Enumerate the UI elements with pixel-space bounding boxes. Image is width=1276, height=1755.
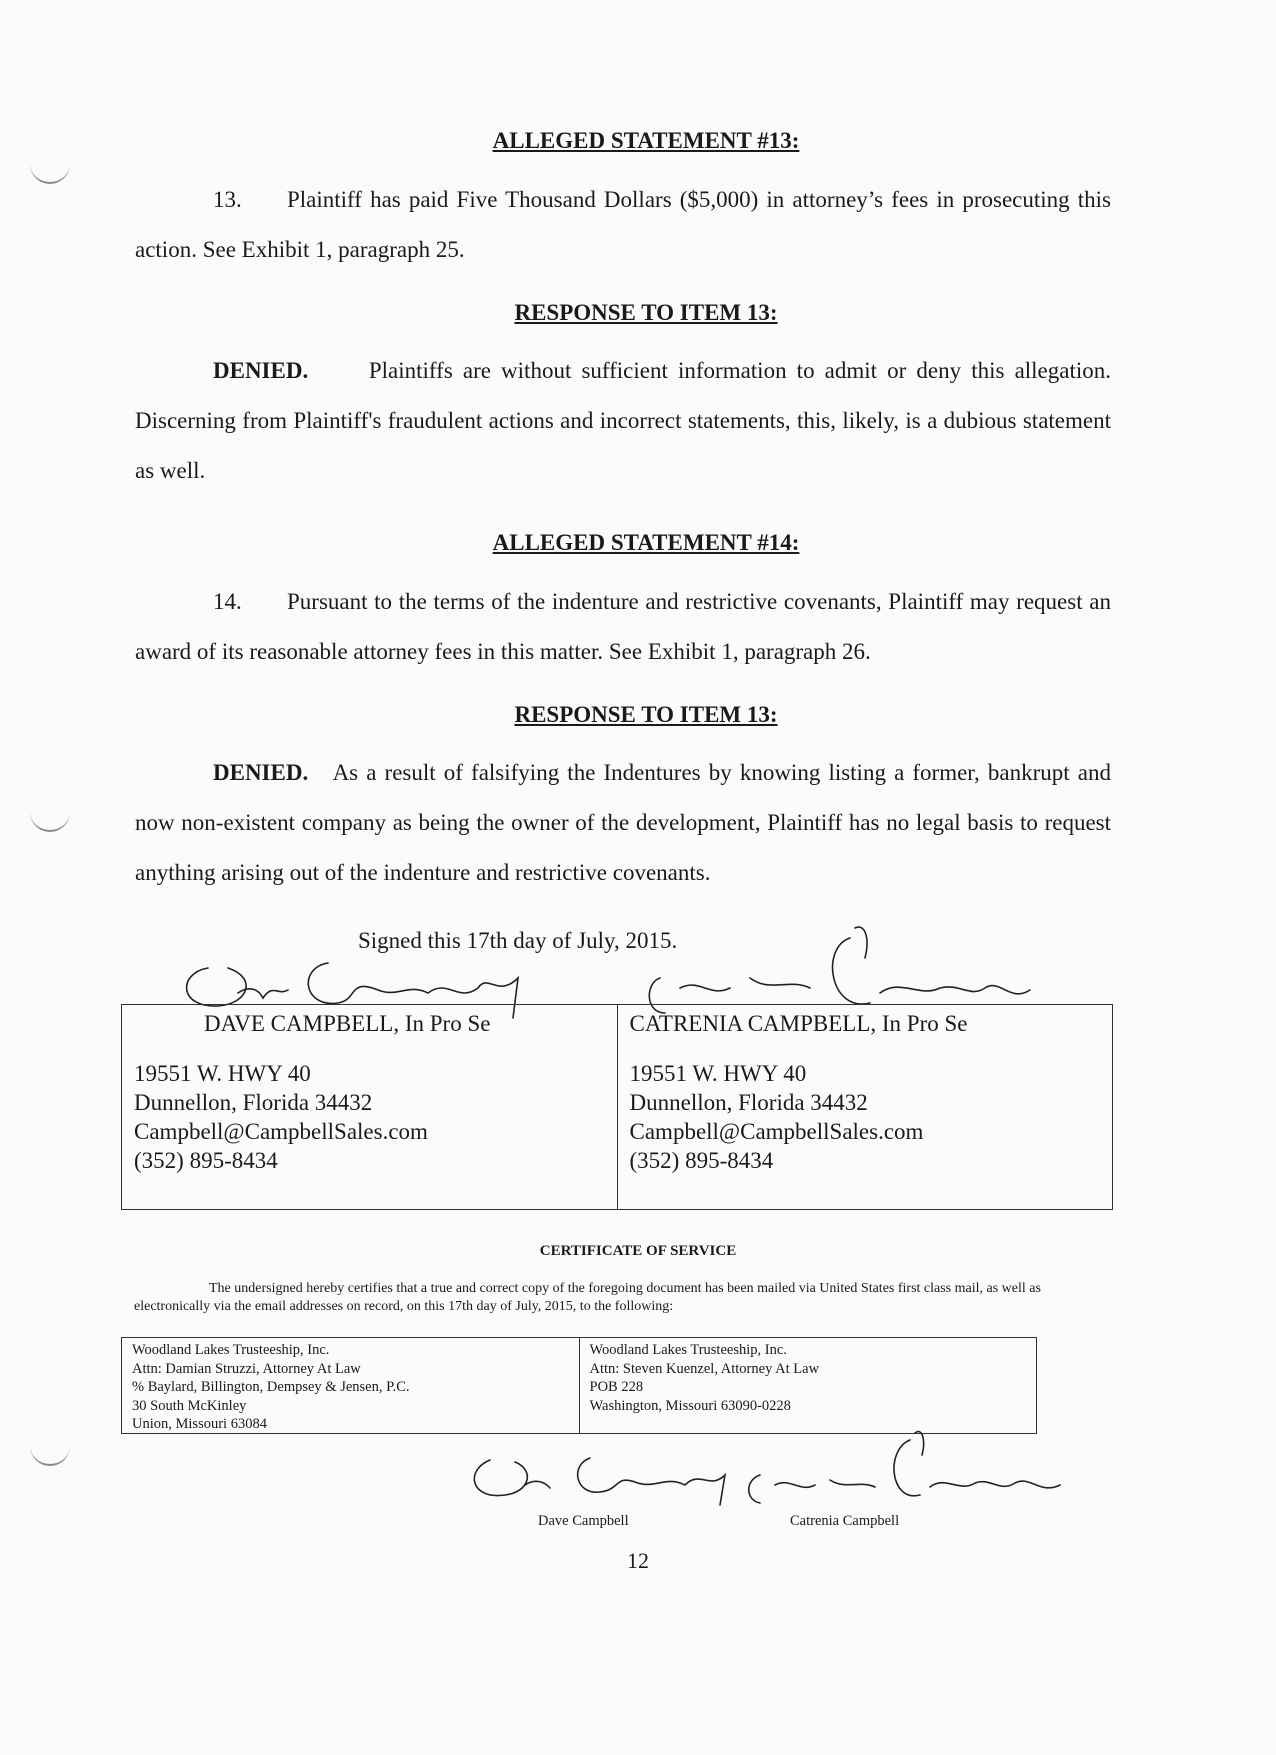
address-line: Dunnellon, Florida 34432 [629, 1090, 868, 1115]
response-lead: DENIED. [213, 760, 309, 785]
signatory-catrenia [617, 1005, 1113, 1209]
phone-text: (352) 895-8434 [629, 1148, 774, 1173]
recipient-line: 30 South McKinley [132, 1397, 247, 1414]
address-line: 19551 W. HWY 40 [134, 1061, 311, 1086]
paragraph-text: Plaintiffs are without sufficient information to admit or deny this allegation. Discerning from Plaintiff's fraudulent actions and incorrect statements, this, likely, is a dubious statement as well. [135, 358, 1112, 483]
binder-hole-mark [30, 1442, 70, 1466]
recipient-line: Union, Missouri 63084 [132, 1416, 267, 1432]
binder-hole-mark [30, 160, 70, 184]
recipient-line: % Baylard, Billington, Dempsey & Jensen, P.C. [132, 1379, 410, 1395]
signer-label: Dave Campbell [538, 1513, 629, 1529]
recipient-kuenzel [579, 1338, 1037, 1433]
page-number: 12 [627, 1548, 649, 1573]
email-text: Campbell@CampbellSales.com [134, 1119, 428, 1144]
paragraph-number: 13. [213, 187, 242, 212]
recipient-line: Woodland Lakes Trusteeship, Inc. [132, 1342, 330, 1358]
signature-block [121, 1004, 1113, 1210]
recipient-line: Washington, Missouri 63090-0228 [589, 1397, 791, 1414]
signatory-name: CATRENIA CAMPBELL, In Pro Se [629, 1011, 968, 1036]
section-heading: RESPONSE TO ITEM 13: [514, 300, 778, 325]
paragraph-text: Plaintiff has paid Five Thousand Dollars ($5,000) in attorney’s fees in prosecuting this action. See Exhibit 1, paragraph 25. [135, 187, 1111, 262]
allegation-paragraph [135, 175, 1111, 275]
certificate-body: The undersigned hereby certifies that a true and correct copy of the foregoing document has been mailed via United States first class mail, as well as electronically via the email addresses on record, on this 17th day of July, 2015, to the following: [134, 1281, 1041, 1314]
binder-hole-mark [30, 808, 70, 832]
recipient-struzzi [122, 1338, 579, 1433]
signatory-name: DAVE CAMPBELL, In Pro Se [204, 1011, 491, 1036]
section-heading: ALLEGED STATEMENT #14: [492, 530, 800, 555]
phone-text: (352) 895-8434 [134, 1148, 278, 1173]
recipient-line: Attn: Damian Struzzi, Attorney At Law [132, 1360, 361, 1377]
paragraph-text: Pursuant to the terms of the indenture and restrictive covenants, Plaintiff may request an award of its reasonable attorney fees in this matter. See Exhibit 1, paragraph 26. [135, 589, 1111, 664]
paragraph-text: As a result of falsifying the Indentures by knowing listing a former, bankrupt and now non-existent company as being the owner of the development, Plaintiff has no legal basis to request anything arising out of the indenture and restrictive covenants. [135, 760, 1111, 885]
certificate-title: CERTIFICATE OF SERVICE [539, 1243, 737, 1259]
section-heading: ALLEGED STATEMENT #13: [492, 128, 800, 153]
signer-label: Catrenia Campbell [790, 1513, 900, 1529]
paragraph-number: 14. [213, 589, 242, 614]
signatory-dave [122, 1005, 617, 1209]
signed-date-line: Signed this 17th day of July, 2015. [358, 928, 678, 953]
section-heading: RESPONSE TO ITEM 13: [514, 702, 778, 727]
recipient-line: POB 228 [589, 1379, 644, 1395]
address-line: 19551 W. HWY 40 [629, 1061, 807, 1086]
signature-catrenia [640, 918, 1060, 1018]
recipient-line: Woodland Lakes Trusteeship, Inc. [589, 1342, 787, 1358]
email-text: Campbell@CampbellSales.com [629, 1119, 924, 1144]
signature-catrenia-small [740, 1425, 1080, 1505]
allegation-paragraph [135, 577, 1111, 677]
service-recipients-table [121, 1337, 1037, 1434]
address-line: Dunnellon, Florida 34432 [134, 1090, 373, 1115]
recipient-line: Attn: Steven Kuenzel, Attorney At Law [589, 1360, 820, 1377]
response-paragraph [135, 346, 1111, 496]
response-paragraph [135, 748, 1111, 898]
response-lead: DENIED. [213, 358, 309, 383]
signature-dave-small [470, 1440, 770, 1510]
